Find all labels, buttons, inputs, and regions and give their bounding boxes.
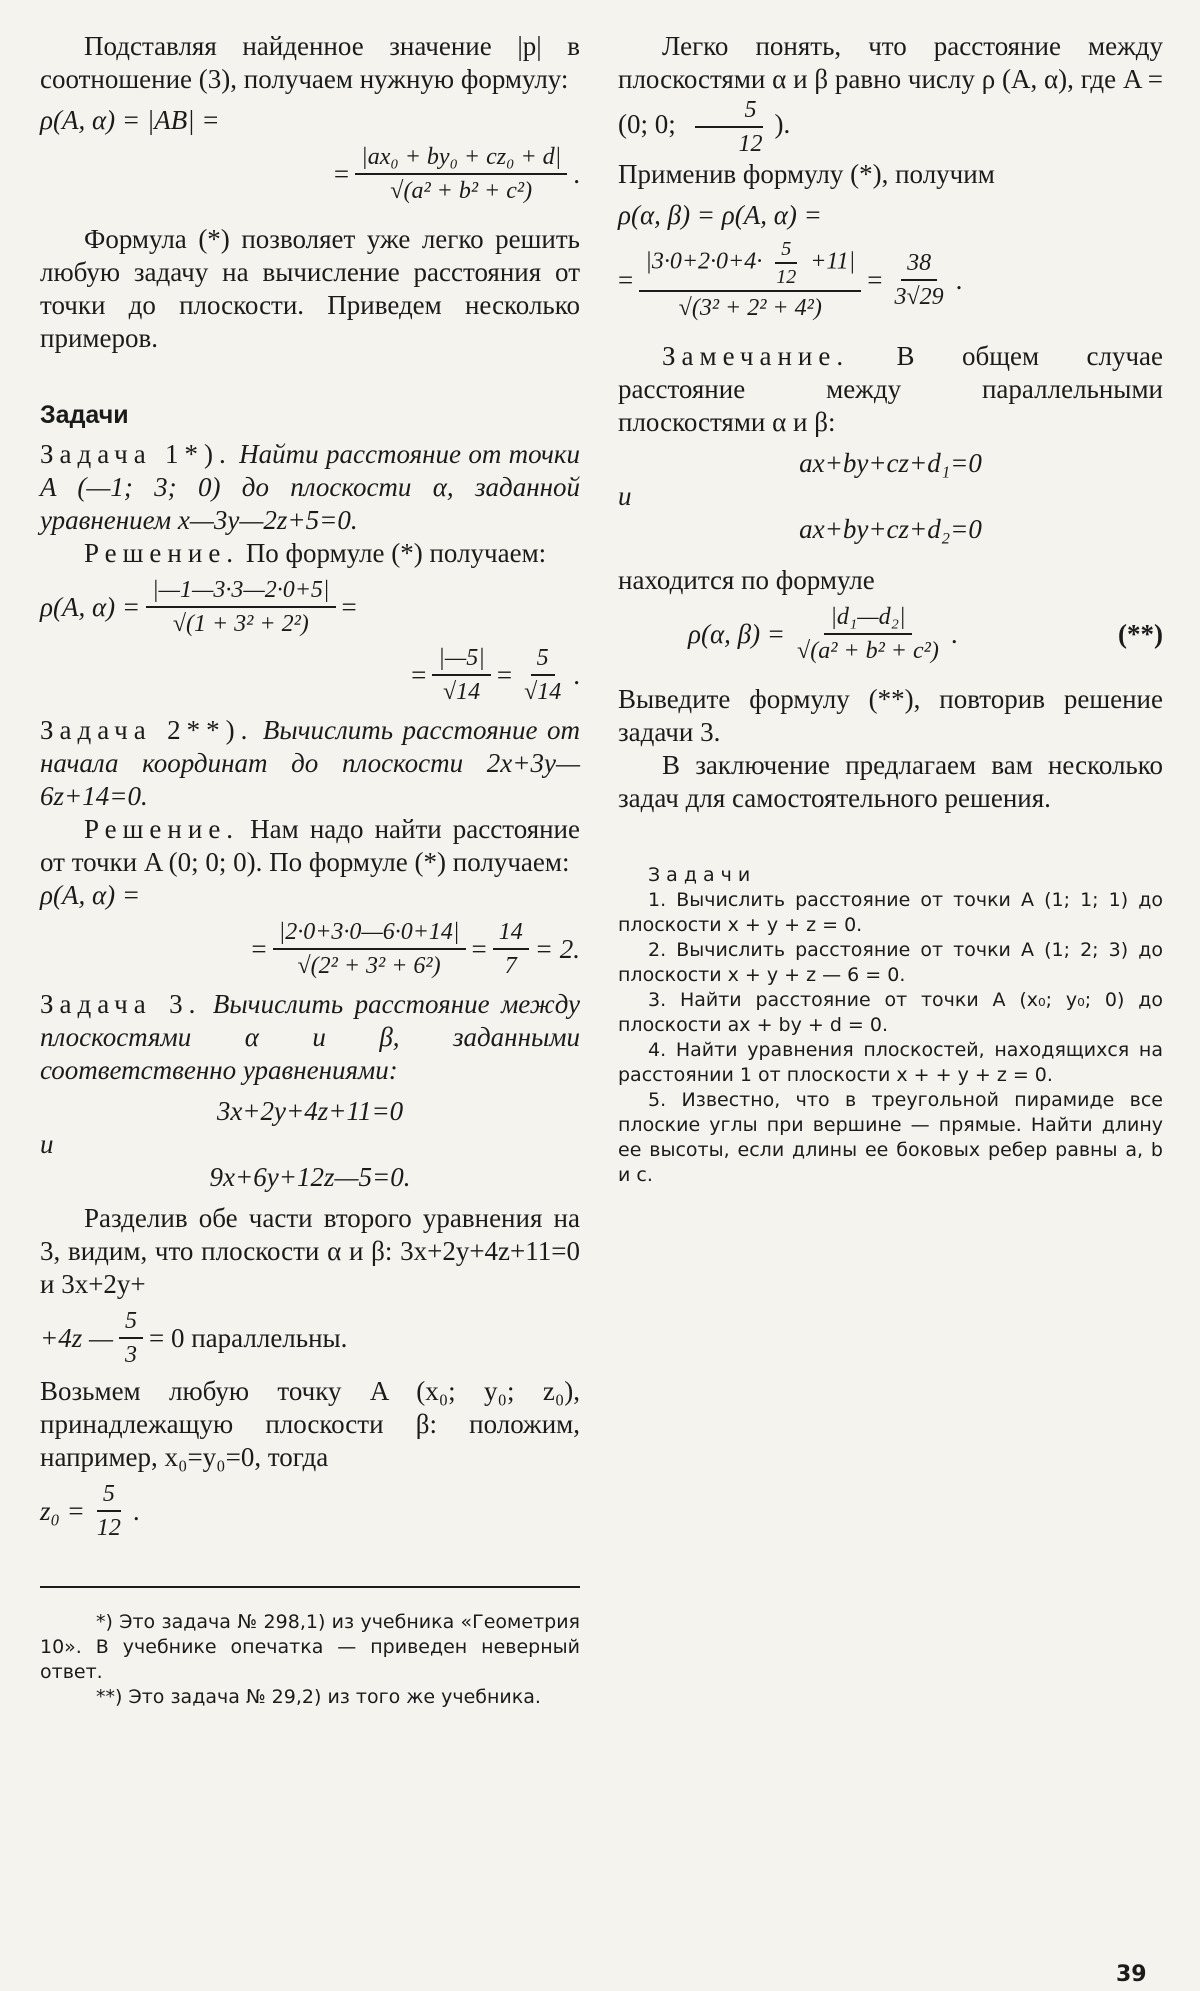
exercise-item: 3. Найти расстояние от точки A (x₀; y₀; 0) до плоскости ax + by + d = 0. bbox=[618, 989, 1163, 1036]
task3 bbox=[40, 988, 580, 1087]
exercise-item: 5. Известно, что в треугольной пирамиде все плоские углы при вершине — прямые. Найти длину ее высоты, если длины ее боковых ребер равны a, b и c. bbox=[618, 1089, 1163, 1186]
right-paragraph3: Выведите формулу (**), повторив решение задачи 3. bbox=[618, 684, 1163, 747]
distance-num-frac-den: 12 bbox=[776, 266, 797, 288]
formula1-fraction bbox=[355, 143, 567, 205]
remark-label: Замечание. bbox=[662, 341, 850, 371]
task3-equation2: 9x+6y+12z—5=0. bbox=[209, 1162, 411, 1192]
solution2-numerator: |2·0+3·0—6·0+14| bbox=[273, 918, 466, 950]
solution2 bbox=[40, 813, 580, 879]
distance-formula-numerator bbox=[639, 238, 861, 292]
exercise-item: 2. Вычислить расстояние от точки A (1; 2; 3) до плоскости x + y + z — 6 = 0. bbox=[618, 939, 1163, 986]
distance-formula: = |3·0+2·0+4· $\frac{5}{12}$ +11| √(3² + 2² + 4²) = $\frac{38}{3√29}$ . bbox=[618, 238, 963, 321]
formula-note: Формула (*) позволяет уже легко решить любую задачу на вычисление расстояния от точки до плоскости. Приведем несколько примеров. bbox=[40, 224, 580, 353]
solution2-denominator2: 7 bbox=[504, 953, 517, 979]
task1 bbox=[40, 438, 580, 537]
task3-label: Задача 3. bbox=[40, 989, 202, 1019]
task3-z0-den: 12 bbox=[96, 1515, 121, 1541]
task3-z0-num: 5 bbox=[97, 1480, 121, 1512]
point-frac-num: 5 bbox=[695, 96, 763, 128]
exercises-title: Задачи bbox=[648, 864, 757, 886]
task3-text: Вычислить расстояние между плоскостями α и β, заданными соответственно уравнениями: bbox=[40, 989, 581, 1085]
solution1-formula: ρ(A, α) = $\frac{|—1—3\cdot 3—2\cdot 0+5|}{\text{√(1 + 3² + 2²)}}$ = bbox=[40, 577, 357, 637]
solution2-denominator: √(2² + 3² + 6²) bbox=[297, 953, 441, 979]
right-paragraph2: Применив формулу (*), получим bbox=[618, 159, 995, 189]
solution1-denominator2: √14 bbox=[442, 679, 481, 705]
remark-text: В общем случае расстояние между параллельными плоскостями α и β: bbox=[618, 341, 1163, 437]
solution1-denominator: √(1 + 3² + 2²) bbox=[172, 611, 309, 637]
distance-result-num: 38 bbox=[901, 249, 937, 281]
formula2-numerator: |d₁—d₂| bbox=[824, 603, 911, 635]
formula-double-star: ρ(α, β) = $\frac{\text{|d₁—d₂|}}{\text{√(a² + b² + c²)}}$ . (**) bbox=[688, 604, 1163, 664]
remark-and: и bbox=[618, 481, 632, 511]
task3-paragraph1-c: = 0 параллельны. bbox=[148, 1322, 348, 1353]
task3-paragraph2: Возьмем любую точку A (x₀; y₀; z₀), принадлежащую плоскости β: положим, например, x₀=y₀=0, тогда bbox=[40, 1376, 580, 1472]
formula1-numerator: |ax₀ + by₀ + cz₀ + d| bbox=[355, 143, 567, 175]
solution2-label: Решение. bbox=[84, 814, 240, 844]
exercise-item: 4. Найти уравнения плоскостей, находящихся на расстоянии 1 от плоскости x + + y + z = 0. bbox=[618, 1039, 1163, 1086]
solution1-denominator3: √14 bbox=[524, 679, 562, 705]
task3-z0-lhs: z₀ = bbox=[40, 1495, 85, 1526]
remark bbox=[618, 340, 1163, 439]
solution1-lhs: ρ(A, α) = bbox=[40, 591, 141, 622]
task2-label: Задача 2**). bbox=[40, 715, 254, 745]
exercises bbox=[618, 863, 1163, 1188]
distance-num-a: |3·0+2·0+4· bbox=[645, 248, 763, 275]
formula2-tag: (**) bbox=[1118, 618, 1163, 649]
solution2-result: = 2. bbox=[534, 933, 580, 964]
task2-text: Вычислить расстояние от начала координат до плоскости 2x+3y—6z+14=0. bbox=[40, 715, 580, 811]
footnote2: **) Это задача № 29,2) из того же учебника. bbox=[96, 1686, 541, 1708]
remark-found: находится по формуле bbox=[618, 565, 875, 595]
task3-equation1: 3x+2y+4z+11=0 bbox=[216, 1096, 404, 1126]
distance-result-den: 3√29 bbox=[894, 284, 944, 310]
formula1-denominator: √(a² + b² + c²) bbox=[390, 178, 533, 204]
formula1: = $\frac{\text{|ax₀ + by₀ + cz₀ + d|}}{\text{√(a² + b² + c²)}}$ . bbox=[333, 144, 580, 204]
formula2-denominator: √(a² + b² + c²) bbox=[797, 638, 939, 664]
task3-paragraph1-cont bbox=[40, 1307, 580, 1369]
task1-text: Найти расстояние от точки A (—1; 3; 0) до плоскости α, заданной уравнением x—3y—2z+5=0. bbox=[40, 439, 580, 535]
right-paragraph1-end: ). bbox=[774, 109, 791, 140]
formula1-lhs: ρ(A, α) = |AB| = bbox=[40, 105, 220, 135]
solution2-text: Нам надо найти расстояние от точки A (0; 0; 0). По формуле (*) получаем: bbox=[40, 814, 580, 877]
right-paragraph4: В заключение предлагаем вам несколько задач для самостоятельного решения. bbox=[618, 750, 1163, 813]
solution2-lhs: ρ(A, α) = bbox=[40, 880, 141, 910]
solution1-numerator: |—1—3·3—2·0+5| bbox=[146, 576, 335, 608]
exercise-item: 1. Вычислить расстояние от точки A (1; 1; 1) до плоскости x + y + z = 0. bbox=[618, 889, 1163, 936]
page-number: 39 bbox=[1116, 1962, 1147, 1987]
right-column bbox=[618, 30, 1163, 1188]
solution1 bbox=[40, 537, 580, 570]
solution1-numerator2: |—5| bbox=[432, 644, 491, 676]
task3-frac-num: 5 bbox=[119, 1307, 143, 1339]
footnote-divider bbox=[40, 1586, 580, 1588]
section-title: Задачи bbox=[40, 401, 129, 429]
task3-z0: z₀ = $\frac{5}{12}$ . bbox=[40, 1481, 140, 1541]
solution2-numerator2: 14 bbox=[493, 918, 529, 950]
distance-formula-lhs: ρ(α, β) = ρ(A, α) = bbox=[618, 200, 822, 230]
formula2-lhs: ρ(α, β) = bbox=[688, 618, 786, 649]
task1-label: Задача 1*). bbox=[40, 439, 232, 469]
distance-formula-denominator: √(3² + 2² + 4²) bbox=[678, 295, 822, 321]
task3-and: и bbox=[40, 1129, 54, 1159]
right-paragraph1-text: Легко понять, что расстояние между плоскостями α и β равно числу ρ (A, α), где A = (0; 0; bbox=[618, 31, 1163, 140]
distance-num-b: +11| bbox=[810, 248, 856, 275]
distance-num-frac-num: 5 bbox=[775, 238, 797, 264]
solution1-formula-cont: = $\frac{|—5|}{√14}$ = $\frac{5}{√14}$ . bbox=[411, 645, 580, 705]
solution1-label: Решение. bbox=[84, 538, 240, 568]
solution2-formula: = $\frac{|2\cdot 0+3\cdot 0—6\cdot 0+14|}{\text{√(2² + 3² + 6²)}}$ = $\frac{14}{7}$ = 2. bbox=[251, 919, 580, 979]
right-paragraph1 bbox=[618, 30, 1163, 158]
point-frac-den: 12 bbox=[738, 131, 763, 157]
intro-paragraph: Подставляя найденное значение |p| в соотношение (3), получаем нужную формулу: bbox=[40, 31, 580, 94]
footnote1: *) Это задача № 298,1) из учебника «Геометрия 10». В учебнике опечатка — приведен неверный ответ. bbox=[40, 1611, 580, 1683]
task3-frac-den: 3 bbox=[124, 1342, 137, 1368]
task2 bbox=[40, 714, 580, 813]
remark-equation2: ax+by+cz+d₂=0 bbox=[799, 514, 982, 544]
solution1-text: По формуле (*) получаем: bbox=[245, 538, 547, 568]
task3-paragraph1-b: +4z — bbox=[40, 1322, 113, 1353]
task3-paragraph1: Разделив обе части второго уравнения на 3, видим, что плоскости α и β: 3x+2y+4z+11=0 и 3x+2y+ bbox=[40, 1203, 580, 1299]
left-column bbox=[40, 30, 580, 1710]
remark-equation1: ax+by+cz+d₁=0 bbox=[799, 448, 982, 478]
solution1-numerator3: 5 bbox=[531, 644, 555, 676]
